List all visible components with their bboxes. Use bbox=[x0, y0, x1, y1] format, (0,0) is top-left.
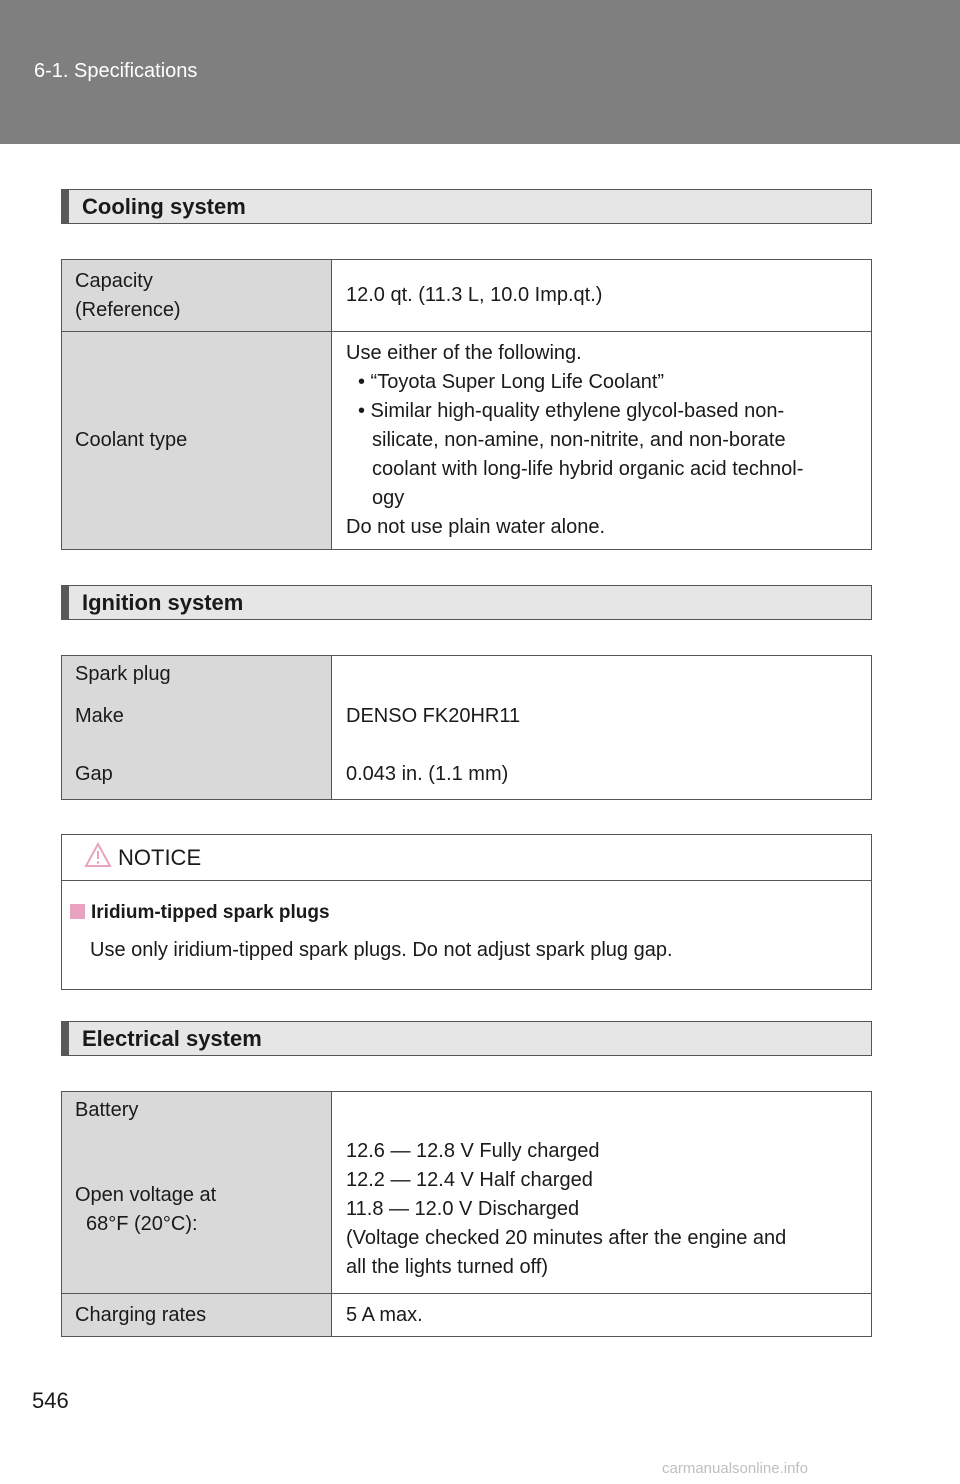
page-number: 546 bbox=[32, 1388, 69, 1413]
coolant-row bbox=[62, 332, 872, 550]
voltage-line: 11.8 — 12.0 V Discharged bbox=[346, 1198, 580, 1220]
ignition-table bbox=[61, 655, 872, 800]
voltage-line: (Voltage checked 20 minutes after the engine and bbox=[346, 1227, 787, 1249]
battery-row bbox=[62, 1092, 872, 1294]
coolant-line: Do not use plain water alone. bbox=[346, 516, 606, 538]
coolant-line: ogy bbox=[372, 487, 405, 509]
gap-value: 0.043 in. (1.1 mm) bbox=[346, 763, 509, 785]
notice-title bbox=[70, 902, 330, 924]
voltage-line: 12.2 — 12.4 V Half charged bbox=[346, 1169, 593, 1191]
voltage-line: 12.6 — 12.8 V Fully charged bbox=[346, 1140, 600, 1162]
spark-plug-values bbox=[332, 656, 872, 800]
section-title: 6-1. Specifications bbox=[34, 60, 198, 82]
open-voltage-temp: 68°F (20°C): bbox=[86, 1213, 198, 1235]
notice-text: Use only iridium-tipped spark plugs. Do not adjust spark plug gap. bbox=[90, 939, 673, 961]
notice-header bbox=[62, 835, 871, 881]
watermark: carmanualsonline.info bbox=[662, 1460, 808, 1477]
spark-plug-label: Spark plug bbox=[75, 663, 171, 685]
ignition-system-title: Ignition system bbox=[82, 590, 244, 615]
coolant-line: silicate, non-amine, non-nitrite, and non-borate bbox=[372, 429, 786, 451]
open-voltage-label: Open voltage at bbox=[75, 1184, 217, 1206]
spark-plug-labels bbox=[62, 656, 332, 800]
coolant-value bbox=[332, 332, 872, 550]
square-bullet-icon bbox=[70, 904, 85, 919]
charging-label: Charging rates bbox=[62, 1294, 332, 1337]
charging-value: 5 A max. bbox=[332, 1294, 872, 1337]
electrical-system-title: Electrical system bbox=[82, 1026, 262, 1051]
capacity-value: 12.0 qt. (11.3 L, 10.0 Imp.qt.) bbox=[332, 260, 872, 332]
electrical-table bbox=[61, 1091, 872, 1337]
cooling-system-heading bbox=[61, 189, 872, 224]
battery-labels bbox=[62, 1092, 332, 1294]
charging-row bbox=[62, 1294, 872, 1337]
warning-triangle-icon bbox=[84, 842, 112, 868]
make-label: Make bbox=[75, 705, 124, 727]
battery-label: Battery bbox=[75, 1099, 139, 1121]
make-value: DENSO FK20HR11 bbox=[346, 705, 521, 727]
coolant-line: • Similar high-quality ethylene glycol-based non- bbox=[358, 400, 785, 422]
notice-heading: NOTICE bbox=[118, 845, 202, 870]
capacity-label: Capacity (Reference) bbox=[62, 260, 332, 332]
gap-label: Gap bbox=[75, 763, 113, 785]
battery-values bbox=[332, 1092, 872, 1294]
capacity-row bbox=[62, 260, 872, 332]
page-header bbox=[0, 0, 960, 144]
spark-plug-row bbox=[62, 656, 872, 800]
notice-box bbox=[61, 834, 872, 990]
coolant-line: Use either of the following. bbox=[346, 342, 582, 364]
cooling-table bbox=[61, 259, 872, 550]
cooling-system-title: Cooling system bbox=[82, 194, 246, 219]
notice-title-text: Iridium-tipped spark plugs bbox=[91, 902, 330, 923]
coolant-line: coolant with long-life hybrid organic acid technol- bbox=[372, 458, 804, 480]
electrical-system-heading bbox=[61, 1021, 872, 1056]
coolant-label: Coolant type bbox=[62, 332, 332, 550]
voltage-line: all the lights turned off) bbox=[346, 1256, 548, 1278]
ignition-system-heading bbox=[61, 585, 872, 620]
coolant-line: • “Toyota Super Long Life Coolant” bbox=[358, 371, 665, 393]
